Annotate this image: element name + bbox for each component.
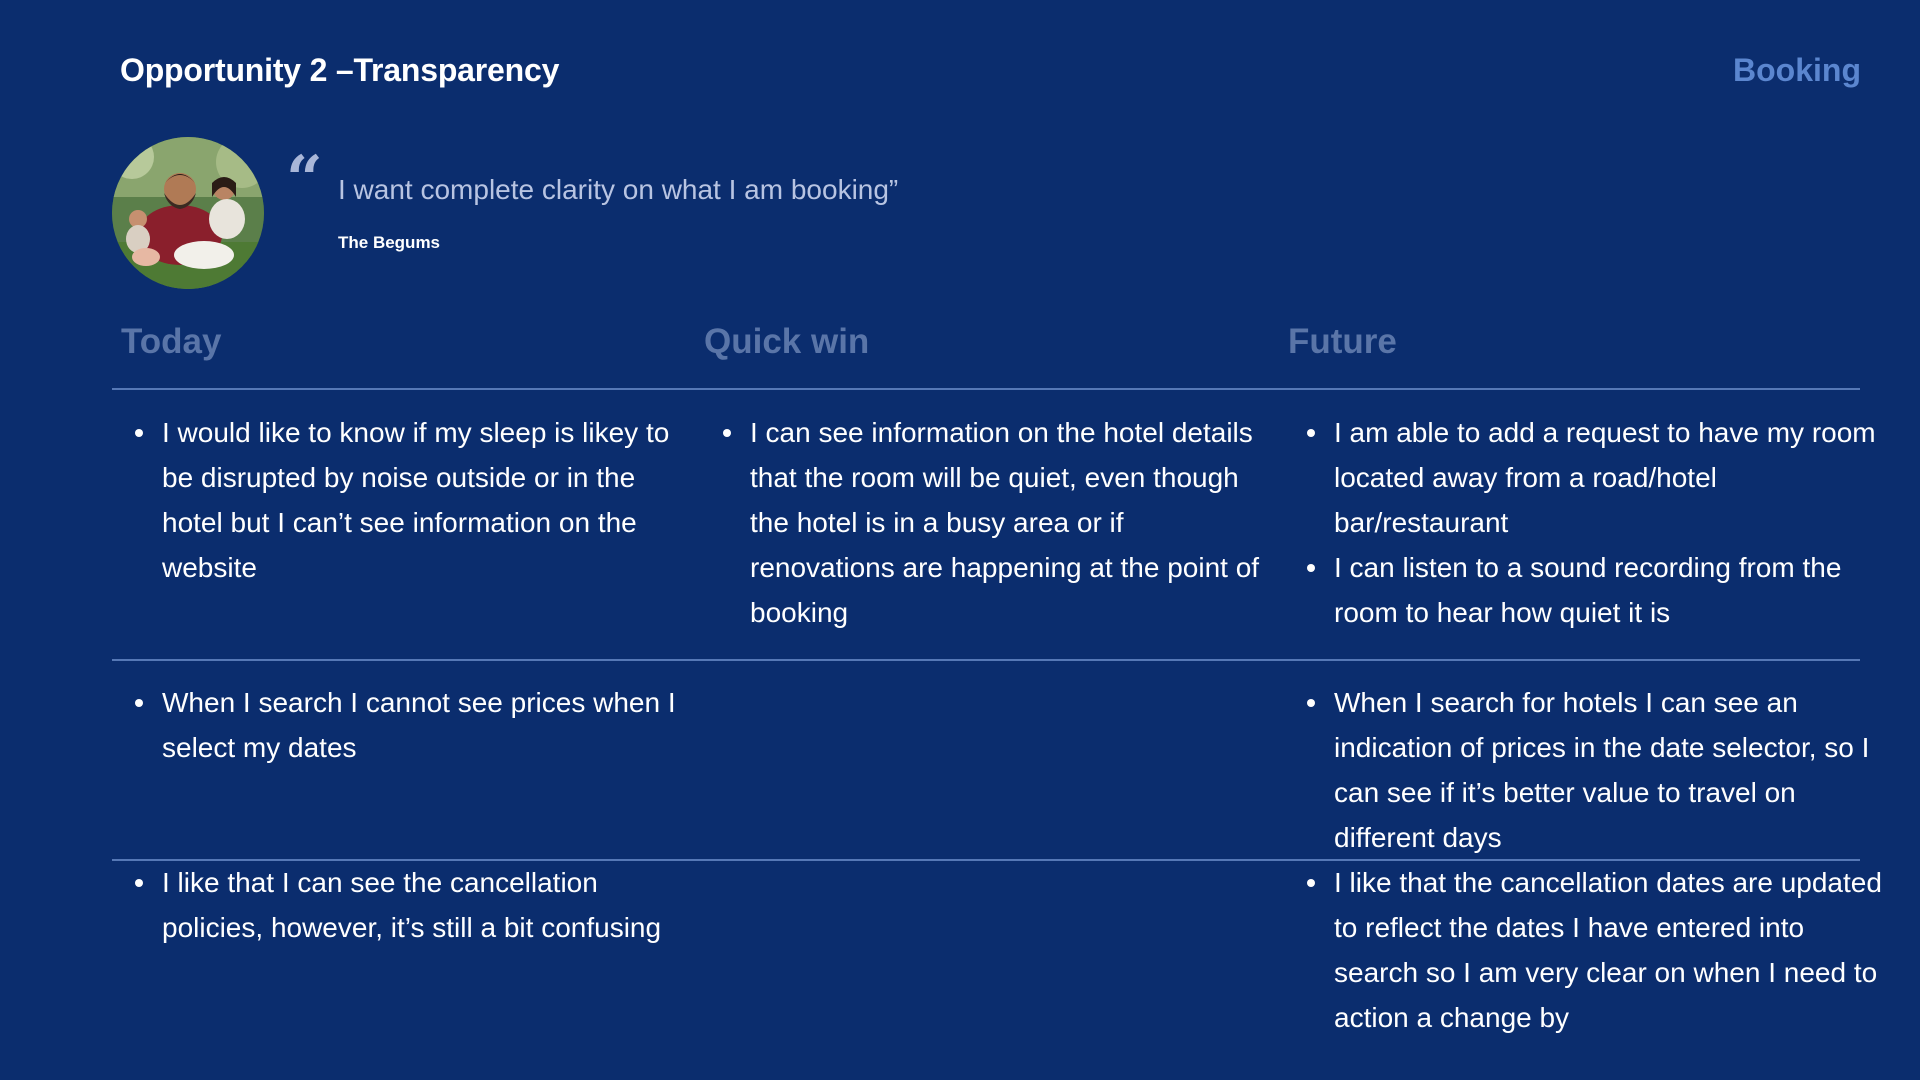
row-1-today [112, 410, 682, 590]
section-tag: Booking [1733, 52, 1861, 88]
list-item: I would like to know if my sleep is likey to be disrupted by noise outside or in the hotel but I can’t see information on the website [162, 410, 682, 590]
column-header-future: Future [1288, 322, 1397, 361]
row-1-quick-win [700, 410, 1270, 635]
family-photo-avatar-icon [112, 137, 264, 289]
list-item: I can listen to a sound recording from the room to hear how quiet it is [1334, 545, 1894, 635]
divider-header [112, 388, 1860, 390]
persona-quote: I want complete clarity on what I am booking” [338, 174, 899, 205]
row-2-future [1284, 680, 1894, 860]
row-2-today [112, 680, 682, 770]
list-item: I like that the cancellation dates are updated to reflect the dates I have entered into search so I am very clear on when I need to action a change by [1334, 860, 1894, 1040]
row-3-future [1284, 860, 1894, 1040]
list-item: I am able to add a request to have my room located away from a road/hotel bar/restaurant [1334, 410, 1894, 545]
column-header-today: Today [121, 322, 222, 361]
row-3-today [112, 860, 682, 950]
list-item: I can see information on the hotel details that the room will be quiet, even though the hotel is in a busy area or if renovations are happening at the point of booking [750, 410, 1270, 635]
row-1-future [1284, 410, 1894, 635]
divider-row-1 [112, 659, 1860, 661]
persona-name: The Begums [338, 233, 441, 252]
list-item: I like that I can see the cancellation policies, however, it’s still a bit confusing [162, 860, 682, 950]
slide-title: Opportunity 2 –Transparency [120, 52, 560, 88]
list-item: When I search I cannot see prices when I select my dates [162, 680, 682, 770]
column-header-quick-win: Quick win [704, 322, 870, 361]
list-item: When I search for hotels I can see an indication of prices in the date selector, so I can see if it’s better value to travel on different days [1334, 680, 1894, 860]
quote-mark: “ [286, 142, 323, 217]
persona-avatar [112, 137, 264, 289]
